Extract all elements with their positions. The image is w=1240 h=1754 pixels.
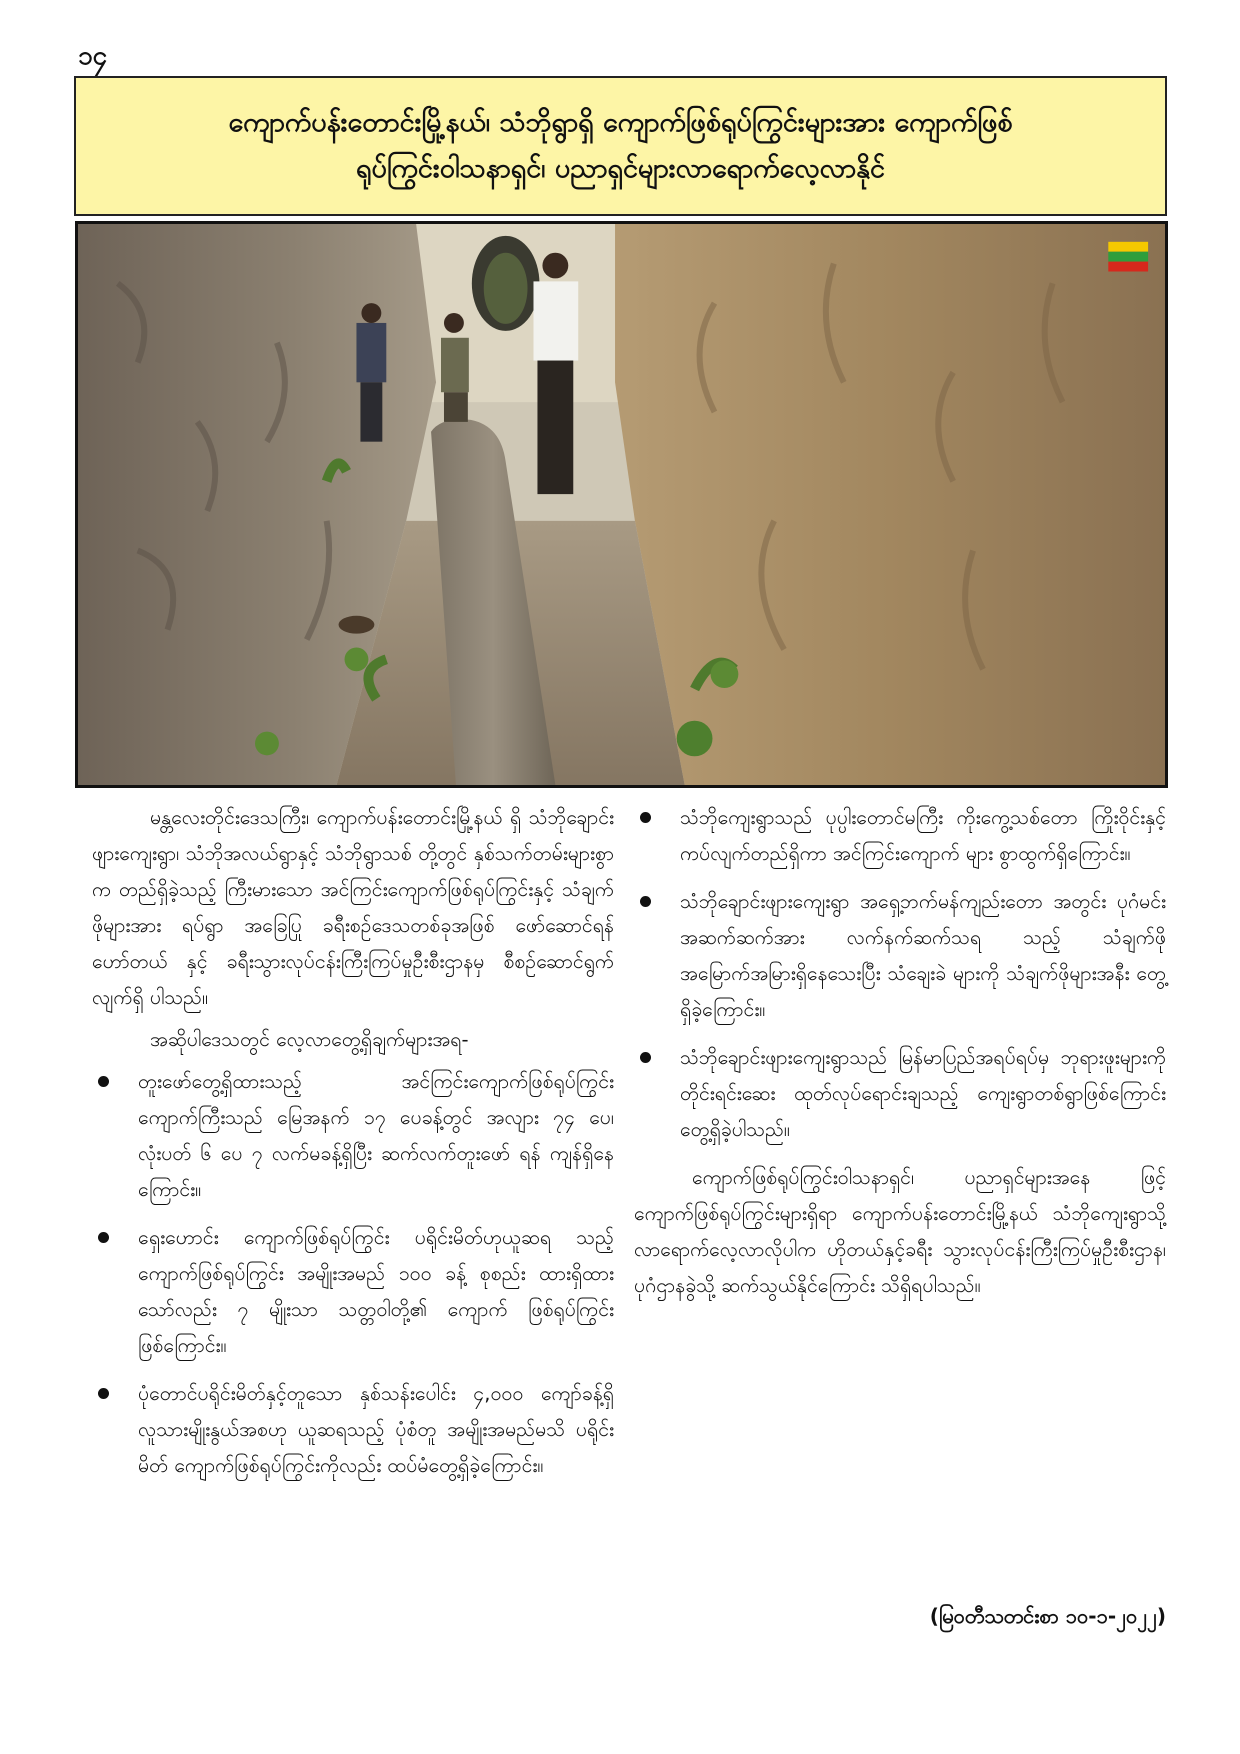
news-photo — [75, 221, 1168, 788]
fossil-trench-photo — [78, 224, 1165, 785]
bullet-icon — [640, 896, 651, 907]
list-item: သံဘိုကျေးရွာသည် ပုပ္ပါးတောင်မကြီး ကိုးကွေ့သစ်တော ကြိုးဝိုင်းနှင့် ကပ်လျက်တည်ရှိကာ အင်ကြင်းကျောက် များ စွာထွက်ရှိကြောင်း။ — [634, 800, 1166, 872]
findings-list-left — [92, 1064, 614, 1484]
list-item: သံဘိုချောင်းဖျားကျေးရွာ အရှေ့ဘက်မန်ကျည်းတော အတွင်း ပုဂံမင်းအဆက်ဆက်အား လက်နက်ဆက်သရ သည့် သံချက်ဖိုအမြောက်အမြားရှိနေသေးပြီး သံချေးခဲ များကို သံချက်ဖိုများအနီး တွေ့ရှိခဲ့ကြောင်း။ — [634, 884, 1166, 1028]
headline-line-2: ရုပ်ကြွင်းဝါသနာရှင်၊ ပညာရှင်များလာရောက်လေ့လာနိုင် — [356, 153, 885, 184]
tv-logo-icon — [1108, 242, 1148, 272]
list-item: သံဘိုချောင်းဖျားကျေးရွာသည် မြန်မာပြည်အရပ်ရပ်မှ ဘုရားဖူးများကို တိုင်းရင်းဆေး ထုတ်လုပ်ရောင်းချသည့် ကျေးရွာတစ်ရွာဖြစ်ကြောင်း တွေ့ရှိခဲ့ပါသည်။ — [634, 1040, 1166, 1148]
bullet-icon — [640, 1052, 651, 1063]
bullet-icon — [640, 812, 651, 823]
right-column — [634, 800, 1166, 1310]
left-column — [92, 800, 614, 1496]
list-item: ရှေးဟောင်း ကျောက်ဖြစ်ရုပ်ကြွင်း ပရိုင်းမိတ်ဟုယူဆရ သည့် ကျောက်ဖြစ်ရုပ်ကြွင်း အမျိုးအမည် ၁၀၀ ခန့် စုစည်း ထားရှိထားသော်လည်း ၇ မျိုးသာ သတ္တဝါတို့၏ ကျောက် ဖြစ်ရုပ်ကြွင်းဖြစ်ကြောင်း။ — [92, 1220, 614, 1364]
findings-list-right — [634, 800, 1166, 1148]
bullet-icon — [98, 1076, 109, 1087]
bullet-icon — [98, 1388, 109, 1399]
headline-box — [74, 76, 1167, 216]
bullet-icon — [98, 1232, 109, 1243]
page-number: ၁၄ — [78, 41, 108, 71]
list-item: တူးဖော်တွေ့ရှိထားသည့် အင်ကြင်းကျောက်ဖြစ်ရုပ်ကြွင်း ကျောက်ကြီးသည် မြေအနက် ၁၇ ပေခန့်တွင် အလျား ၇၄ ပေ၊ လုံးပတ် ၆ ပေ ၇ လက်မခန့်ရှိပြီး ဆက်လက်တူးဖော် ရန် ကျန်ရှိနေကြောင်း။ — [92, 1064, 614, 1208]
intro-paragraph: မန္တလေးတိုင်းဒေသကြီး၊ ကျောက်ပန်းတောင်းမြို့နယ် ရှိ သံဘိုချောင်းဖျားကျေးရွာ၊ သံဘိုအလယ်ရွာနှင့် သံဘိုရွာသစ် တို့တွင် နှစ်သက်တမ်းများစွာက တည်ရှိခဲ့သည့် ကြီးမားသော အင်ကြင်းကျောက်ဖြစ်ရုပ်ကြွင်းနှင့် သံချက်ဖိုများအား ရပ်ရွာ အခြေပြု ခရီးစဉ်ဒေသတစ်ခုအဖြစ် ဖော်ဆောင်ရန် ဟော်တယ် နှင့် ခရီးသွားလုပ်ငန်းကြီးကြပ်မှုဦးစီးဌာနမှ စီစဉ်ဆောင်ရွက်လျက်ရှိ ပါသည်။ — [92, 806, 614, 1009]
closing-paragraph: ကျောက်ဖြစ်ရုပ်ကြွင်းဝါသနာရှင်၊ ပညာရှင်များအနေ ဖြင့် ကျောက်ဖြစ်ရုပ်ကြွင်းများရှိရာ ကျောက်ပန်းတောင်းမြို့နယ် သံဘိုကျေးရွာသို့ လာရောက်လေ့လာလိုပါက ဟိုတယ်နှင့်ခရီး သွားလုပ်ငန်းကြီးကြပ်မှုဦးစီးဌာန၊ ပုဂံဌာနခွဲသို့ ဆက်သွယ်နိုင်ကြောင်း သိရှိရပါသည်။ — [634, 1166, 1166, 1297]
list-item: ပုံတောင်ပရိုင်းမိတ်နှင့်တူသော နှစ်သန်းပေါင်း ၄,၀၀၀ ကျော်ခန့်ရှိ လူသားမျိုးနွယ်အစဟု ယူဆရသည့် ပုံစံတူ အမျိုးအမည်မသိ ပရိုင်းမိတ် ကျောက်ဖြစ်ရုပ်ကြွင်းကိုလည်း ထပ်မံတွေ့ရှိခဲ့ကြောင်း။ — [92, 1376, 614, 1484]
findings-lead: အဆိုပါဒေသတွင် လေ့လာတွေ့ရှိချက်များအရ- — [150, 1028, 469, 1051]
source-citation: (မြဝတီသတင်းစာ ၁၀-၁-၂၀၂၂) — [929, 1604, 1166, 1628]
headline-line-1: ကျောက်ပန်းတောင်းမြို့နယ်၊ သံဘိုရွာရှိ ကျောက်ဖြစ်ရုပ်ကြွင်းများအား ကျောက်ဖြစ် — [228, 107, 1013, 138]
